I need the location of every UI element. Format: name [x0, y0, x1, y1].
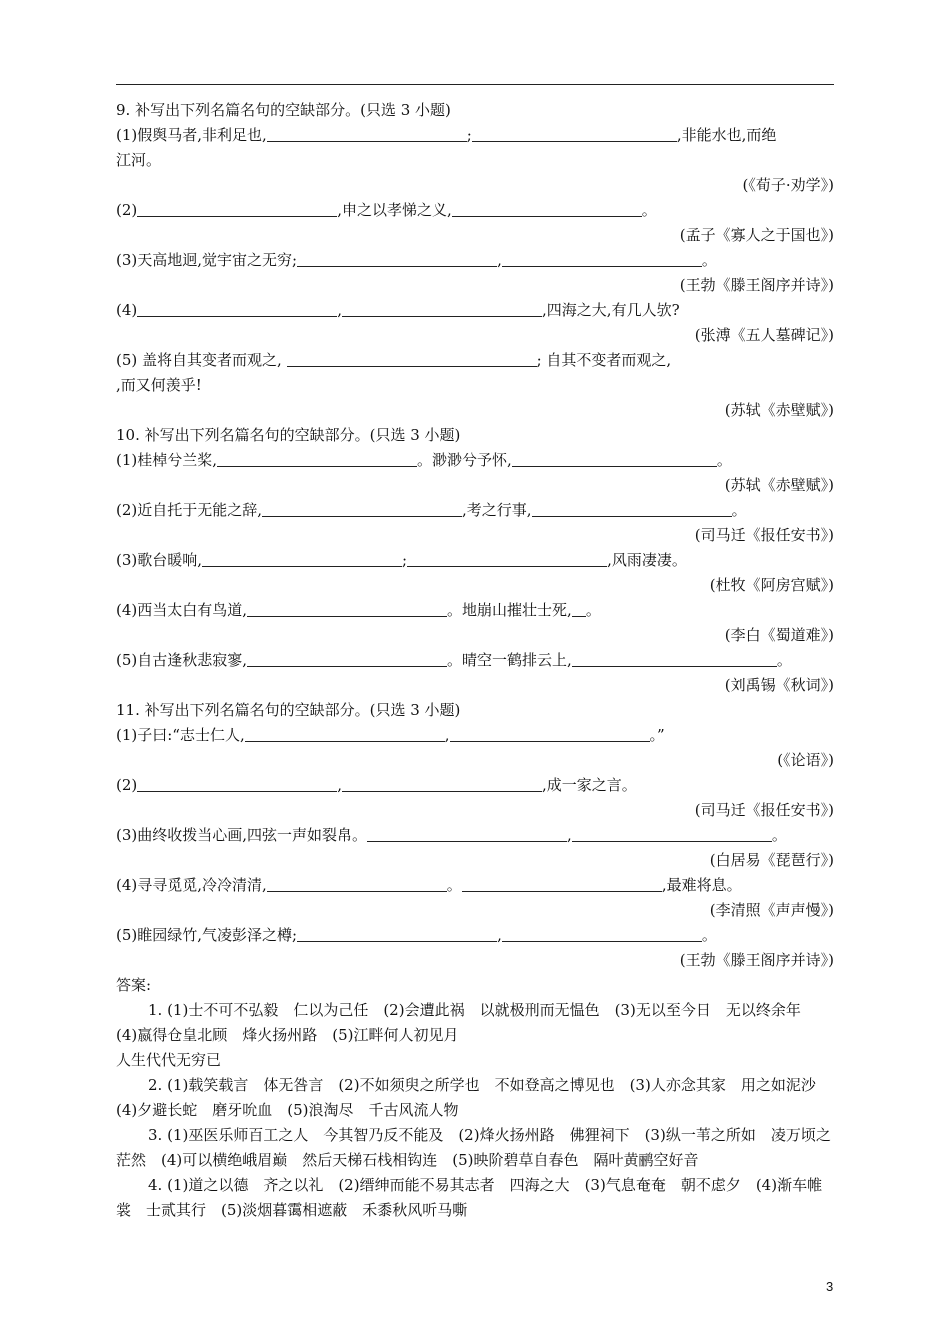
- answer-blank[interactable]: [262, 500, 462, 517]
- answer-blank[interactable]: [137, 300, 337, 317]
- q10-source-5: (刘禹锡《秋词》): [724, 676, 834, 694]
- answers-label: 答案:: [116, 976, 152, 994]
- q9-item-5: (5) 盖将自其变者而观之, ; 自其不变者而观之,: [116, 351, 672, 369]
- q11-item-4: (4)寻寻觅觅,冷冷清清, 。 ,最难将息。: [116, 876, 742, 894]
- answer-blank[interactable]: [532, 500, 732, 517]
- answer-blank[interactable]: [512, 450, 717, 467]
- q10-source-4: (李白《蜀道难》): [724, 626, 834, 644]
- q9-source-5: (苏轼《赤壁赋》): [724, 401, 834, 419]
- q10-item-4: (4)西当太白有鸟道, 。地崩山摧壮士死, 。: [116, 601, 601, 619]
- answer-blank[interactable]: [267, 875, 447, 892]
- answer-1: 1. (1)士不可不弘毅 仁以为己任 (2)会遭此祸 以就极刑而无愠色 (3)无以至今日 无以终余年 (4)嬴得仓皇北顾 烽火扬州路 (5)江畔何人初见月: [116, 1001, 816, 1044]
- answer-blank[interactable]: [137, 775, 337, 792]
- q11-item-3: (3)曲终收拨当心画,四弦一声如裂帛。 , 。: [116, 826, 787, 844]
- q9-item-1: (1)假舆马者,非利足也, ; ,非能水也,而绝: [116, 126, 777, 144]
- answer-blank[interactable]: [342, 775, 542, 792]
- q10-source-1: (苏轼《赤壁赋》): [724, 476, 834, 494]
- answers-section: [116, 973, 834, 1223]
- q10-source-3: (杜牧《阿房宫赋》): [709, 576, 834, 594]
- answer-blank[interactable]: [217, 450, 417, 467]
- answer-blank[interactable]: [247, 600, 447, 617]
- answer-blank[interactable]: [245, 725, 445, 742]
- answer-blank[interactable]: [247, 650, 447, 667]
- answer-blank[interactable]: [502, 925, 702, 942]
- q10-source-2: (司马迁《报任安书》): [694, 526, 834, 544]
- q11-item-1: (1)子曰:“志士仁人, , 。”: [116, 726, 665, 744]
- q9-item-2: (2) ,申之以孝悌之义, 。: [116, 201, 657, 219]
- q11-title: 11. 补写出下列名篇名句的空缺部分。(只选 3 小题): [116, 701, 461, 719]
- q9-source-2: (孟子《寡人之于国也》): [679, 226, 834, 244]
- q11-item-2: (2) , ,成一家之言。: [116, 776, 637, 794]
- q9-source-3: (王勃《滕王阁序并诗》): [679, 276, 834, 294]
- q9-item-3: (3)天高地迥,觉宇宙之无穷; , 。: [116, 251, 717, 269]
- q11-source-3: (白居易《琵琶行》): [709, 851, 834, 869]
- q11-item-5: (5)睢园绿竹,气凌彭泽之樽; , 。: [116, 926, 717, 944]
- q9-title: 9. 补写出下列名篇名句的空缺部分。(只选 3 小题): [116, 101, 451, 119]
- q10-item-1: (1)桂棹兮兰桨, 。渺渺兮予怀, 。: [116, 451, 732, 469]
- q9-source-4: (张溥《五人墓碑记》): [694, 326, 834, 344]
- q10-item-5: (5)自古逢秋悲寂寥, 。晴空一鹤排云上, 。: [116, 651, 792, 669]
- answer-blank[interactable]: [367, 825, 567, 842]
- q9-item-5-cont: ,而又何羡乎!: [116, 376, 202, 394]
- q10-item-3: (3)歌台暖响, ; ,风雨凄凄。: [116, 551, 687, 569]
- answer-blank[interactable]: [287, 350, 537, 367]
- answer-4: 4. (1)道之以德 齐之以礼 (2)缙绅而能不易其志者 四海之大 (3)气息奄奄 朝不虑夕 (4)渐车帷裳 士贰其行 (5)淡烟暮霭相遮蔽 禾黍秋风听马嘶: [116, 1176, 823, 1219]
- answer-blank[interactable]: [137, 200, 337, 217]
- answer-blank[interactable]: [452, 200, 642, 217]
- answer-blank[interactable]: [267, 125, 467, 142]
- answer-blank[interactable]: [472, 125, 677, 142]
- q11-source-4: (李清照《声声慢》): [709, 901, 834, 919]
- answer-blank[interactable]: [502, 250, 702, 267]
- q10-title: 10. 补写出下列名篇名句的空缺部分。(只选 3 小题): [116, 426, 461, 444]
- q11-source-1: (《论语》): [777, 751, 834, 769]
- q9-source-1: (《荀子·劝学》): [742, 176, 834, 194]
- answer-blank[interactable]: [462, 875, 662, 892]
- answer-2: 2. (1)载笑载言 体无咎言 (2)不如须臾之所学也 不如登高之博见也 (3)人亦念其家 用之如泥沙 (4)夕避长蛇 磨牙吮血 (5)浪淘尽 千古风流人物: [116, 1076, 831, 1119]
- q10-item-2: (2)近自托于无能之辞, ,考之行事, 。: [116, 501, 747, 519]
- answer-blank[interactable]: [407, 550, 607, 567]
- answer-blank[interactable]: [297, 925, 497, 942]
- answer-blank[interactable]: [202, 550, 402, 567]
- worksheet: [116, 98, 834, 1223]
- answer-blank[interactable]: [297, 250, 497, 267]
- q9-item-1-cont: 江河。: [116, 151, 162, 169]
- answer-blank[interactable]: [342, 300, 542, 317]
- answer-blank[interactable]: [572, 600, 586, 617]
- answer-1-cont: 人生代代无穷已: [116, 1051, 222, 1069]
- q11-source-5: (王勃《滕王阁序并诗》): [679, 951, 834, 969]
- page-number: 3: [826, 1279, 834, 1294]
- header-rule: [116, 84, 834, 85]
- answer-blank[interactable]: [450, 725, 650, 742]
- q9-item-4: (4) , ,四海之大,有几人欤?: [116, 301, 680, 319]
- answer-blank[interactable]: [572, 825, 772, 842]
- answer-blank[interactable]: [572, 650, 777, 667]
- q11-source-2: (司马迁《报任安书》): [694, 801, 834, 819]
- answer-3: 3. (1)巫医乐师百工之人 今其智乃反不能及 (2)烽火扬州路 佛狸祠下 (3)纵一苇之所如 凌万顷之茫然 (4)可以横绝峨眉巅 然后天梯石栈相钩连 (5)映阶碧草自春色 隔叶黄鹂空好音: [116, 1126, 831, 1169]
